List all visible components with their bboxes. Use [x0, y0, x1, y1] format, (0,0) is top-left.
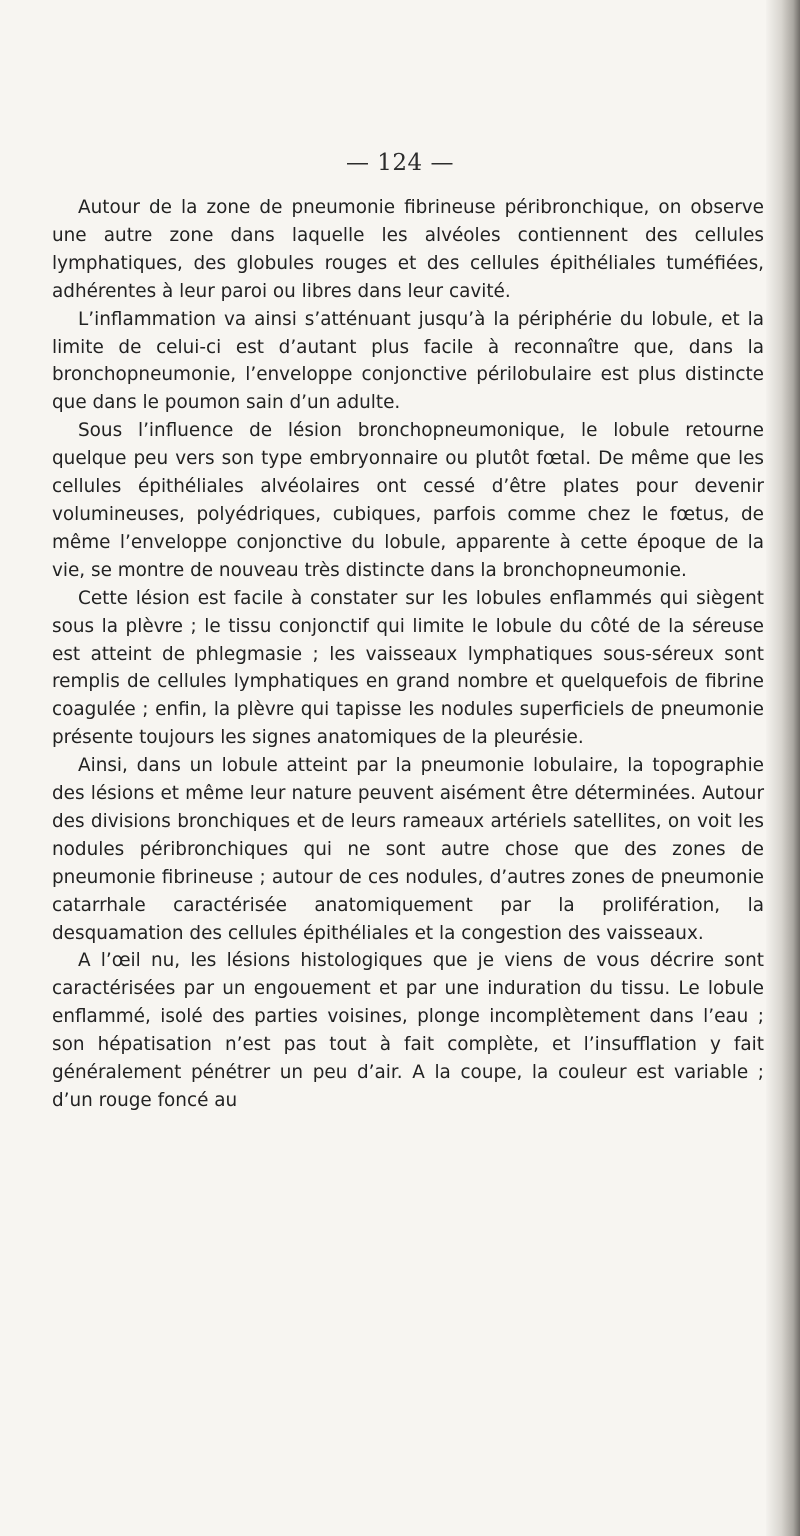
paragraph: L’inflammation va ainsi s’atténuant jusqu’à la périphérie du lobule, et la limite de celui-ci est d’autant plus facile à reconnaître que, dans la bronchopneumonie, l’enveloppe conjonctive périlobulaire est plus distincte que dans le poumon sain d’un adulte.: [52, 308, 764, 414]
paragraph: A l’œil nu, les lésions histologiques que je viens de vous décrire sont caractérisées par un engouement et par une induration du tissu. Le lobule enflammé, isolé des parties voisines, plonge incomplètement dans l’eau ; son hépatisation n’est pas tout à fait complète, et l’insufflation y fait généralement pénétrer un peu d’air. A la coupe, la couleur est variable ; d’un rouge foncé au: [52, 950, 764, 1111]
body-text: [52, 194, 764, 1115]
page-number: — 124 —: [345, 150, 455, 176]
paragraph: Cette lésion est facile à constater sur les lobules enflammés qui siègent sous la plèvre ; le tissu conjonctif qui limite le lobule du côté de la séreuse est atteint de phlegmasie ; les vaisseaux lymphatiques sous-séreux sont remplis de cellules lymphatiques en grand nombre et quelquefois de fibrine coagulée ; enfin, la plèvre qui tapisse les nodules superficiels de pneumonie présente toujours les signes anatomiques de la pleurésie.: [52, 587, 764, 749]
paragraph: Autour de la zone de pneumonie fibrineuse péribronchique, on observe une autre zone dans laquelle les alvéoles contiennent des cellules lymphatiques, des globules rouges et des cellules épithéliales tuméfiées, adhérentes à leur paroi ou libres dans leur cavité.: [52, 197, 764, 302]
paragraph: Ainsi, dans un lobule atteint par la pneumonie lobulaire, la topographie des lésions et même leur nature peuvent aisément être déterminées. Autour des divisions bronchiques et de leurs rameaux artériels satellites, on voit les nodules péribronchiques qui ne sont autre chose que des zones de pneumonie fibrineuse ; autour de ces nodules, d’autres zones de pneumonie catarrhale caractérisée anatomiquement par la prolifération, la desquamation des cellules épithéliales et la congestion des vaisseaux.: [52, 755, 764, 944]
page-edge-shadow: [766, 0, 800, 1536]
paragraph: Sous l’influence de lésion bronchopneumonique, le lobule retourne quelque peu vers son type embryonnaire ou plutôt fœtal. De même que les cellules épithéliales alvéolaires ont cessé d’être plates pour devenir volumineuses, polyédriques, cubiques, parfois comme chez le fœtus, de même l’enveloppe conjonctive du lobule, apparente à cette époque de la vie, se montre de nouveau très distincte dans la bronchopneumonie.: [52, 420, 764, 581]
